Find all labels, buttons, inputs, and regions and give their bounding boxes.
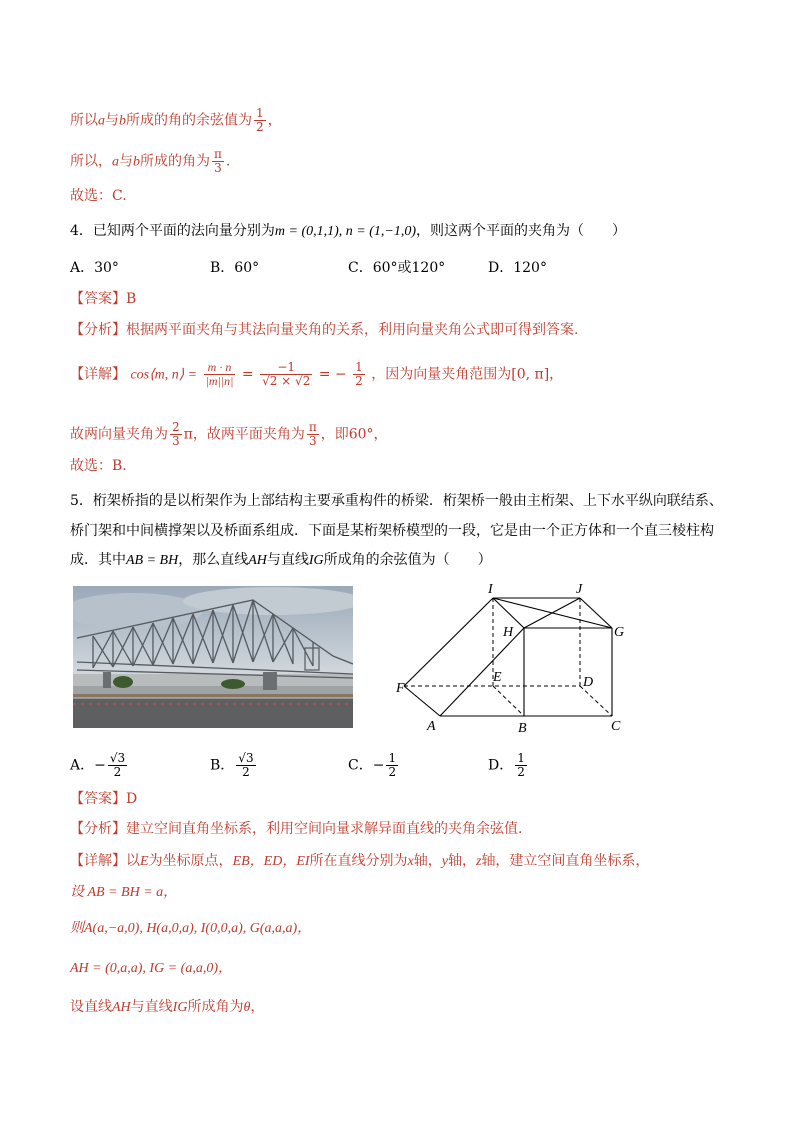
q5-stem-line-2: 桥门架和中间横撑架以及桥面系组成．下面是某桁架桥模型的一段，它是由一个正方体和一个直三棱柱构	[70, 523, 714, 539]
q4-option-c: C．60°或120°	[348, 260, 446, 276]
fraction: $\frac{\pi}{3}$	[308, 420, 317, 448]
q5-option-d: D． $\frac{1}{2}$	[488, 751, 525, 779]
q4-option-b: B．60°	[210, 260, 260, 276]
fraction: $\frac{√3}{2}$	[238, 751, 254, 779]
fraction: $\frac{\pi}{3}$	[214, 147, 222, 175]
q4-option-a: A．30°	[70, 260, 119, 276]
fraction: $\frac{1}{2}$	[256, 106, 264, 134]
fraction: $\frac{1}{2}$	[355, 360, 363, 388]
label-i: I	[488, 582, 493, 597]
label-d: D	[583, 675, 594, 690]
q4-analysis: 【分析】根据两平面夹角与其法向量夹角的关系，利用向量夹角公式即可得到答案.	[70, 322, 579, 338]
label-e: E	[493, 670, 502, 685]
fraction: $\frac{√3}{2}$	[109, 751, 126, 779]
prev-choice: 故选：C.	[70, 188, 127, 204]
q4-stem: 4．已知两个平面的法向量分别为m = (0,1,1), n = (1,−1,0)，则这两个平面的夹角为（ ）	[70, 223, 627, 239]
q5-stem-line-1: 5．桁架桥指的是以桁架作为上部结构主要承重构件的桥梁．桁架桥一般由主桁架、上下水平纵向联结系、	[70, 493, 723, 509]
label-g: G	[614, 625, 625, 640]
fraction: $\frac{m \cdot n}{|m||n|}$	[205, 360, 234, 388]
q4-conclusion: 故两向量夹角为 $\frac{2}{3}$ π，故两平面夹角为 $\frac{\pi}{3}$ ，即60°，	[70, 420, 388, 448]
prev-line-1: 所以a与b所成的角的余弦值为 $\frac{1}{2}$ ，	[70, 106, 282, 134]
q5-option-a: A．− $\frac{√3}{2}$	[70, 751, 126, 779]
q4-choice: 故选：B.	[70, 458, 127, 474]
label-a: A	[427, 719, 436, 734]
q5-answer: 【答案】D	[70, 791, 138, 807]
q5-detail: 【详解】以E为坐标原点，EB，ED，EI所在直线分别为x轴，y轴，z轴，建立空间直角坐标系，	[70, 853, 650, 869]
label-b: B	[518, 721, 527, 736]
label-f: F	[396, 681, 405, 696]
q5-analysis: 【分析】建立空间直角坐标系，利用空间向量求解异面直线的夹角余弦值.	[70, 821, 523, 837]
q5-stem-line-3: 成．其中AB = BH，那么直线AH与直线IG所成角的余弦值为（ ）	[70, 552, 492, 568]
q4-answer: 【答案】B	[70, 291, 137, 307]
prism-figure	[390, 578, 650, 738]
q5-option-c: C．− $\frac{1}{2}$	[348, 751, 397, 779]
fraction: $\frac{-1}{√2 \times √2}$	[262, 360, 311, 388]
q5-theta-line: 设直线AH与直线IG所成角为θ，	[70, 999, 265, 1015]
fraction: $\frac{1}{2}$	[517, 751, 525, 779]
bridge-photo	[73, 586, 353, 728]
label-c: C	[611, 719, 621, 734]
q5-option-b: B． $\frac{√3}{2}$	[210, 751, 254, 779]
q4-detail: 【详解】 cos⟨m, n⟩ = $\frac{m \cdot n}{|m||n|}$ = $\frac{-1}{√2 \times √2}$ = − $\frac{1}{2}$ ，因为向量夹角范围为[0, π]，	[70, 360, 564, 388]
q5-vectors-line: AH = (0,a,a), IG = (a,a,0)，	[70, 961, 232, 976]
fraction: $\frac{1}{2}$	[388, 751, 397, 779]
prev-line-2: 所以，a与b所成的角为 $\frac{\pi}{3}$ .	[70, 147, 231, 175]
fraction: $\frac{2}{3}$	[172, 420, 180, 448]
label-h: H	[503, 625, 514, 640]
q5-let-line: 设 AB = BH = a，	[70, 885, 178, 900]
q5-coords-line: 则A(a,−a,0), H(a,0,a), I(0,0,a), G(a,a,a)，	[70, 921, 312, 936]
label-j: J	[576, 582, 583, 597]
q4-option-d: D．120°	[488, 260, 547, 276]
